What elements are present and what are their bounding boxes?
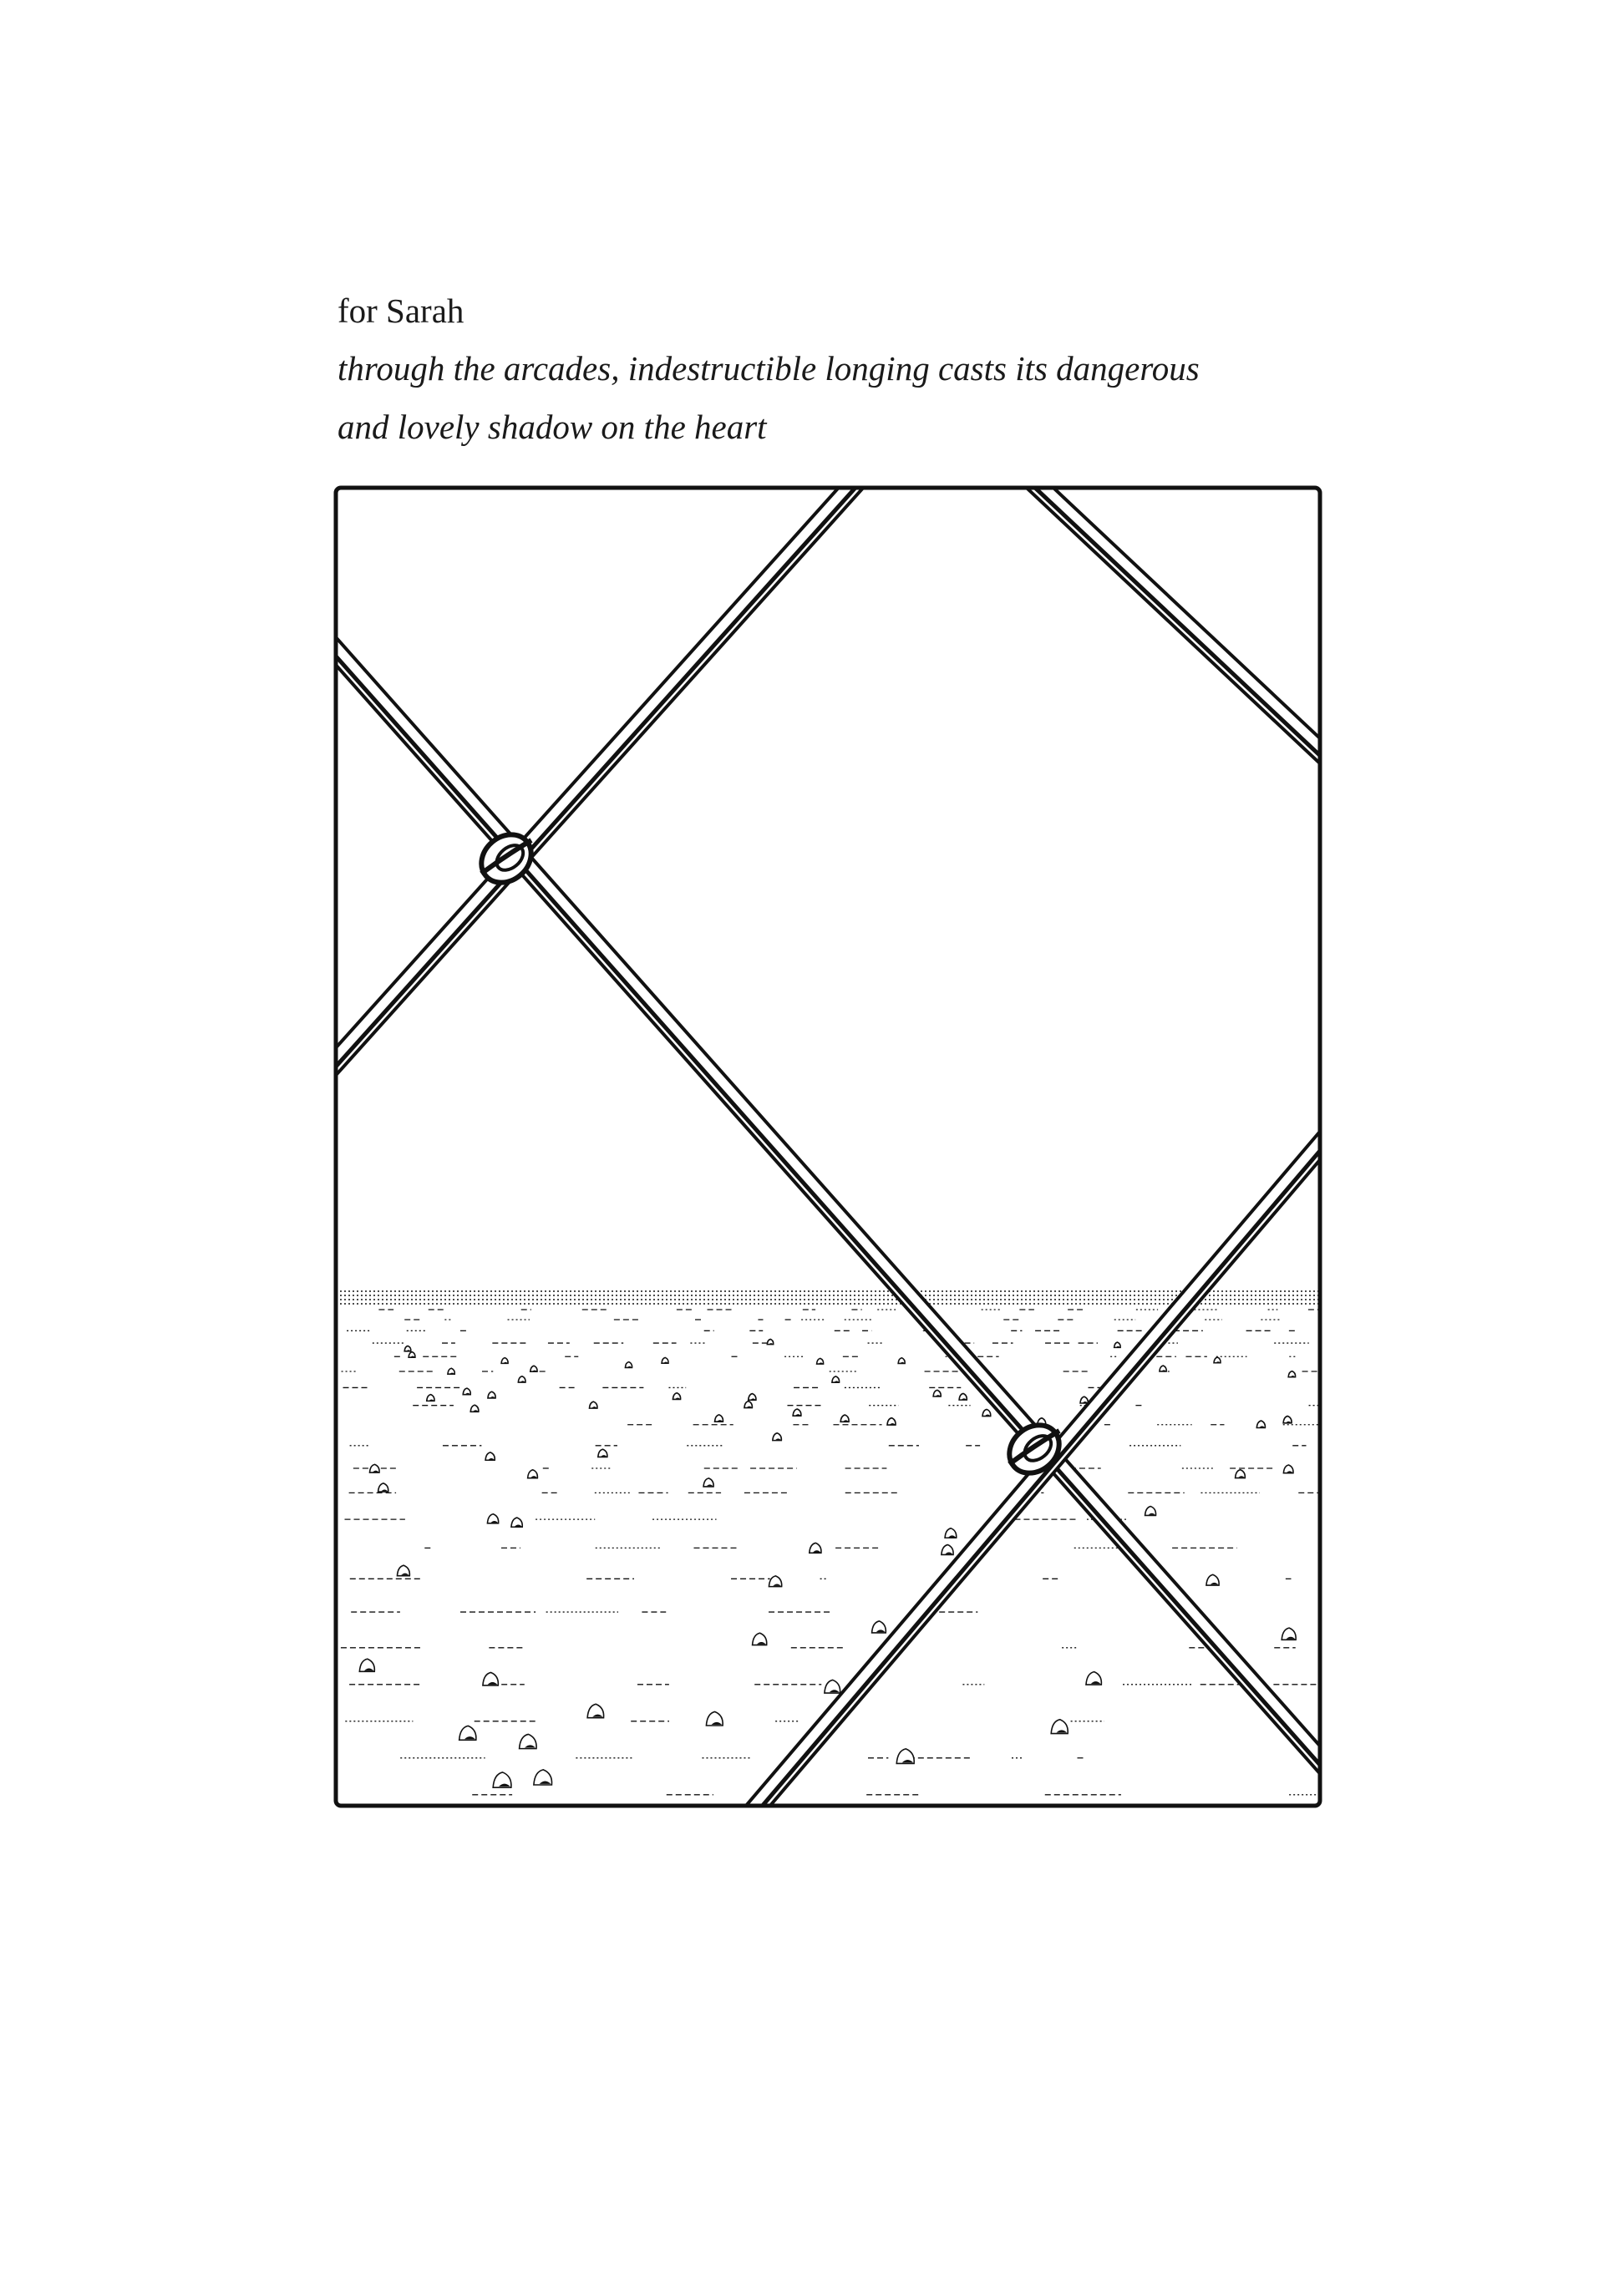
fence-illustration [332, 484, 1323, 1809]
dedication-name: for Sarah [338, 291, 464, 330]
fence-illustration-svg [332, 484, 1323, 1809]
dedication [338, 282, 1357, 456]
epigraph-line-2: and lovely shadow on the heart [338, 408, 767, 446]
epigraph-line-1: through the arcades, indestructible longing casts its dangerous [338, 349, 1200, 388]
